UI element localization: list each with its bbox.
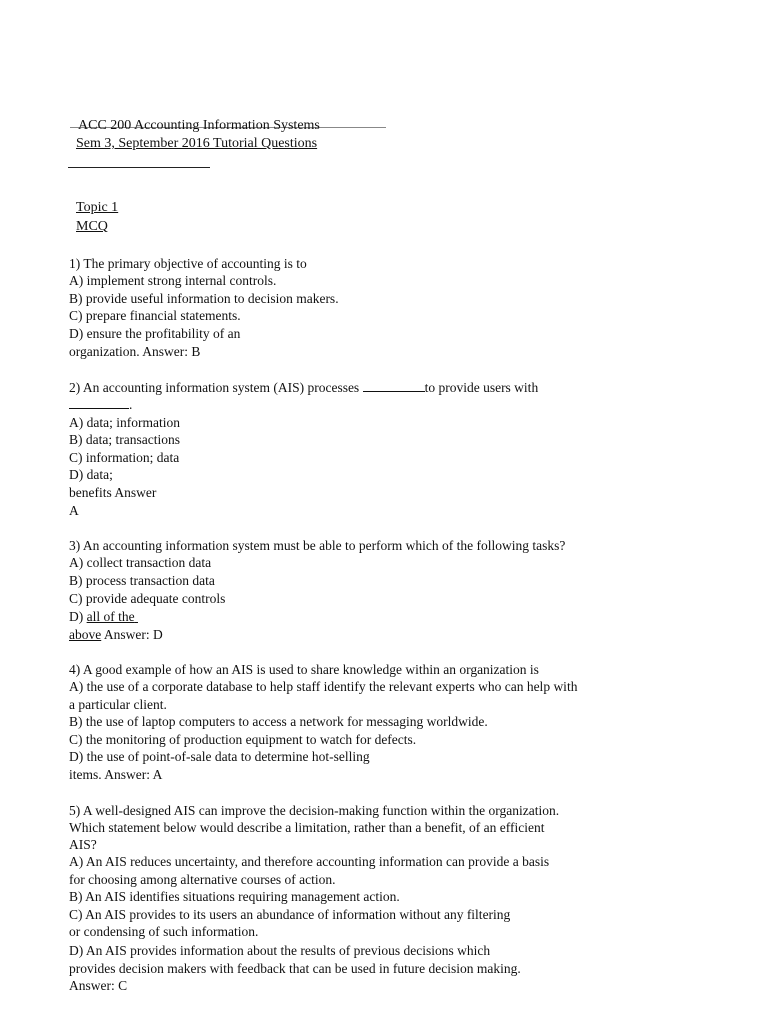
header-divider	[68, 167, 210, 168]
q2-stem	[69, 379, 538, 396]
semester-text: Sem 3, September 2016 Tutorial Questions	[76, 136, 318, 151]
q2-option-b: B) data; transactions	[69, 432, 180, 447]
q5-answer: Answer: C	[69, 978, 128, 993]
q4-option-a-cont: a particular client.	[69, 697, 167, 712]
topic-title	[69, 199, 118, 216]
q5-option-c-cont: or condensing of such information.	[69, 924, 259, 939]
q4-option-d: D) the use of point-of-sale data to determine hot-selling	[69, 749, 370, 764]
q2-blank-2	[69, 396, 129, 409]
q2-option-d-cont: benefits Answer	[69, 485, 157, 500]
q1-stem: 1) The primary objective of accounting is to	[69, 256, 307, 271]
q1-option-b: B) provide useful information to decision makers.	[69, 291, 339, 306]
section-title-text: MCQ	[76, 219, 108, 234]
q5-option-d: D) An AIS provides information about the results of previous decisions which	[69, 943, 491, 958]
q4-option-c: C) the monitoring of production equipment to watch for defects.	[69, 732, 417, 747]
q4-option-a: A) the use of a corporate database to help staff identify the relevant experts who can help with	[69, 679, 578, 694]
q5-stem-2: Which statement below would describe a limitation, rather than a benefit, of an efficient	[69, 820, 545, 835]
q3-option-a: A) collect transaction data	[69, 555, 212, 570]
q1-answer: organization. Answer: B	[69, 344, 201, 359]
q4-answer: items. Answer: A	[69, 767, 163, 782]
q5-option-a-cont: for choosing among alternative courses of action.	[69, 872, 336, 887]
q5-option-d-cont: provides decision makers with feedback that can be used in future decision making.	[69, 961, 521, 976]
q3-answer: Answer: D	[103, 627, 163, 642]
q5-option-c: C) An AIS provides to its users an abundance of information without any filtering	[69, 907, 511, 922]
q2-stem-part-b: to provide users with	[424, 380, 539, 395]
q2-option-d: D) data;	[69, 467, 113, 482]
q1-option-c: C) prepare financial statements.	[69, 308, 241, 323]
section-title	[69, 218, 108, 235]
q5-stem-1: 5) A well-designed AIS can improve the decision-making function within the organization.	[69, 803, 560, 818]
q4-option-b: B) the use of laptop computers to access a network for messaging worldwide.	[69, 714, 488, 729]
q2-answer: A	[69, 503, 79, 518]
q2-stem-end: .	[129, 397, 133, 412]
q1-option-d: D) ensure the profitability of an	[69, 326, 241, 341]
q4-stem: 4) A good example of how an AIS is used to share knowledge within an organization is	[69, 662, 539, 677]
q5-option-b: B) An AIS identifies situations requiring management action.	[69, 889, 400, 904]
q3-option-d	[69, 608, 138, 625]
q3-answer-line	[69, 626, 163, 643]
q3-stem: 3) An accounting information system must be able to perform which of the following tasks?	[69, 538, 566, 553]
q3-option-d-prefix: D)	[69, 609, 84, 624]
q5-stem-3: AIS?	[69, 837, 97, 852]
topic-title-text: Topic 1	[76, 200, 119, 215]
q1-option-a: A) implement strong internal controls.	[69, 273, 277, 288]
semester-title	[69, 135, 317, 152]
q5-option-a: A) An AIS reduces uncertainty, and therefore accounting information can provide a basis	[69, 854, 550, 869]
q2-option-a: A) data; information	[69, 415, 180, 430]
q3-option-d-text-cont: above	[69, 627, 102, 642]
q3-option-c: C) provide adequate controls	[69, 591, 226, 606]
q2-stem-part-a: 2) An accounting information system (AIS) processes	[69, 380, 360, 395]
q2-blank-1	[363, 379, 425, 392]
q3-option-b: B) process transaction data	[69, 573, 215, 588]
course-title: ACC 200 Accounting Information Systems	[78, 118, 320, 133]
q2-option-c: C) information; data	[69, 450, 180, 465]
q2-stem-cont	[69, 396, 132, 413]
q3-option-d-text: all of the	[86, 609, 135, 624]
